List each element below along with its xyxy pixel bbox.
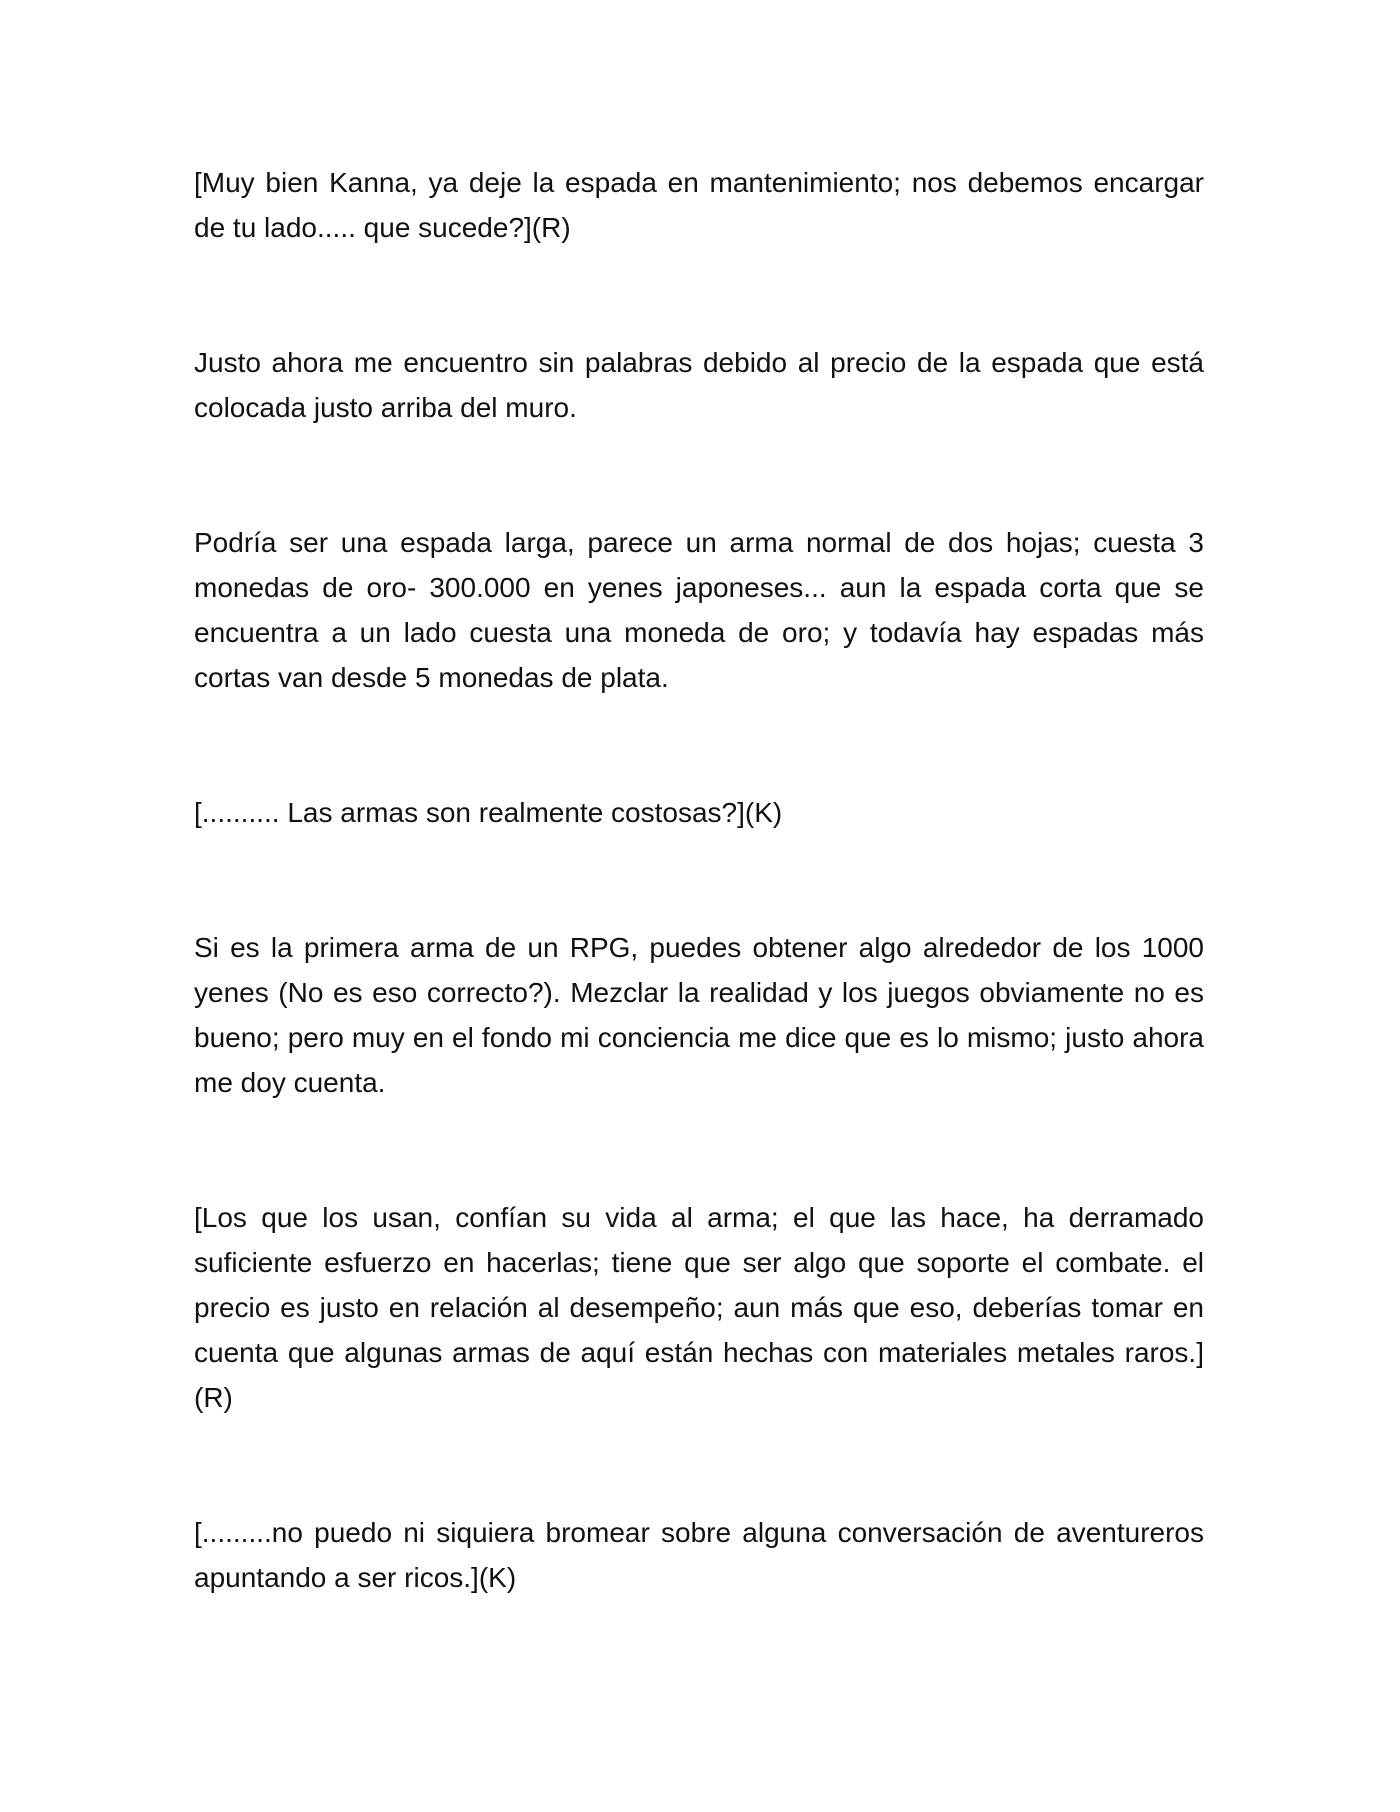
dialogue-paragraph: [Muy bien Kanna, ya deje la espada en mantenimiento; nos debemos encargar de tu lado..... que sucede?](R) (194, 167, 1204, 243)
document-body (194, 160, 1204, 1690)
dialogue-paragraph: [Los que los usan, confían su vida al arma; el que las hace, ha derramado suficiente esfuerzo en hacerlas; tiene que ser algo que soporte el combate. el precio es justo en relación al desempeño; aun más que eso, deberías tomar en cuenta que algunas armas de aquí están hechas con materiales metales raros.](R) (194, 1202, 1204, 1413)
narration-paragraph: Podría ser una espada larga, parece un arma normal de dos hojas; cuesta 3 monedas de oro- 300.000 en yenes japoneses... aun la espada corta que se encuentra a un lado cuesta una moneda de oro; y todavía hay espadas más cortas van desde 5 monedas de plata. (194, 527, 1204, 693)
narration-paragraph: Justo ahora me encuentro sin palabras debido al precio de la espada que está colocada justo arriba del muro. (194, 347, 1204, 423)
dialogue-paragraph: [.......... Las armas son realmente costosas?](K) (194, 797, 783, 828)
dialogue-paragraph: [.........no puedo ni siquiera bromear sobre alguna conversación de aventureros apuntando a ser ricos.](K) (194, 1517, 1204, 1593)
narration-paragraph: Si es la primera arma de un RPG, puedes obtener algo alrededor de los 1000 yenes (No es eso correcto?). Mezclar la realidad y los juegos obviamente no es bueno; pero muy en el fondo mi conciencia me dice que es lo mismo; justo ahora me doy cuenta. (194, 932, 1204, 1098)
